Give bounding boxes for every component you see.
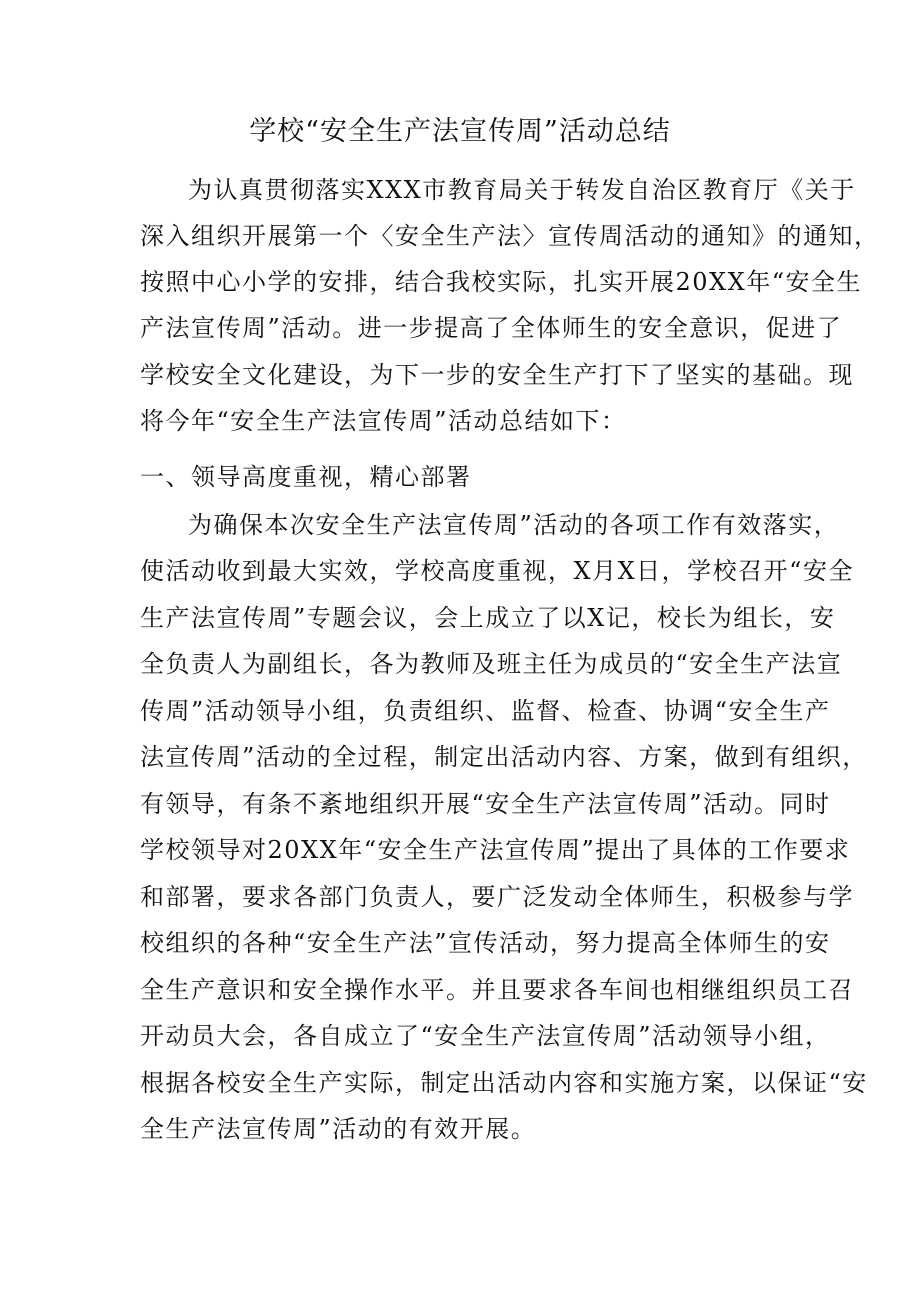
paragraph-2-line-5: 传周”活动领导小组，负责组织、监督、检查、协调“安全生产 — [140, 697, 831, 725]
paragraph-2-line-6: 法宣传周”活动的全过程，制定出活动内容、方案，做到有组织， — [140, 743, 868, 771]
paragraph-1-line-4: 产法宣传周”活动。进一步提高了全体师生的安全意识，促进了 — [140, 314, 843, 342]
paragraph-2-line-11: 全生产意识和安全操作水平。并且要求各车间也相继组织员工召 — [140, 976, 854, 1004]
document-title: 学校“安全生产法宣传周”活动总结 — [249, 116, 671, 147]
paragraph-1-line-2: 深入组织开展第一个〈安全生产法〉宣传周活动的通知》的通知， — [140, 222, 880, 250]
paragraph-2-line-12: 开动员大会，各自成立了“安全生产法宣传周”活动领导小组， — [140, 1022, 831, 1050]
paragraph-2-line-7: 有领导，有条不紊地组织开展“安全生产法宣传周”活动。同时 — [140, 790, 831, 818]
paragraph-2-line-3: 生产法宣传周”专题会议，会上成立了以X记，校长为组长，安 — [140, 604, 836, 632]
paragraph-2-line-9: 和部署，要求各部门负责人，要广泛发动全体师生，积极参与学 — [140, 883, 854, 911]
paragraph-2-line-4: 全负责人为副组长，各为教师及班主任为成员的“安全生产法宣 — [140, 650, 843, 678]
paragraph-1-line-5: 学校安全文化建设，为下一步的安全生产打下了坚实的基础。现 — [140, 361, 854, 389]
paragraph-2-line-10: 校组织的各种“安全生产法”宣传活动，努力提高全体师生的安 — [140, 929, 831, 957]
paragraph-2-line-14: 全生产法宣传周”活动的有效开展。 — [140, 1115, 537, 1143]
paragraph-1-line-1: 为认真贯彻落实XXX市教育局关于转发自治区教育厅《关于 — [188, 176, 856, 204]
paragraph-2-line-2: 使活动收到最大实效，学校高度重视，X月X日，学校召开“安全 — [140, 557, 854, 585]
paragraph-2-line-13: 根据各校安全生产实际，制定出活动内容和实施方案，以保证“安 — [140, 1069, 868, 1097]
paragraph-1-line-3: 按照中心小学的安排，结合我校实际，扎实开展20XX年“安全生 — [140, 268, 862, 296]
section-heading-1: 一、领导高度重视，精心部署 — [140, 463, 472, 491]
paragraph-2-line-1: 为确保本次安全生产法宣传周”活动的各项工作有效落实， — [188, 511, 840, 539]
paragraph-2-line-8: 学校领导对20XX年“安全生产法宣传周”提出了具体的工作要求 — [140, 836, 851, 864]
paragraph-1-line-6: 将今年“安全生产法宣传周”活动总结如下： — [140, 407, 627, 435]
